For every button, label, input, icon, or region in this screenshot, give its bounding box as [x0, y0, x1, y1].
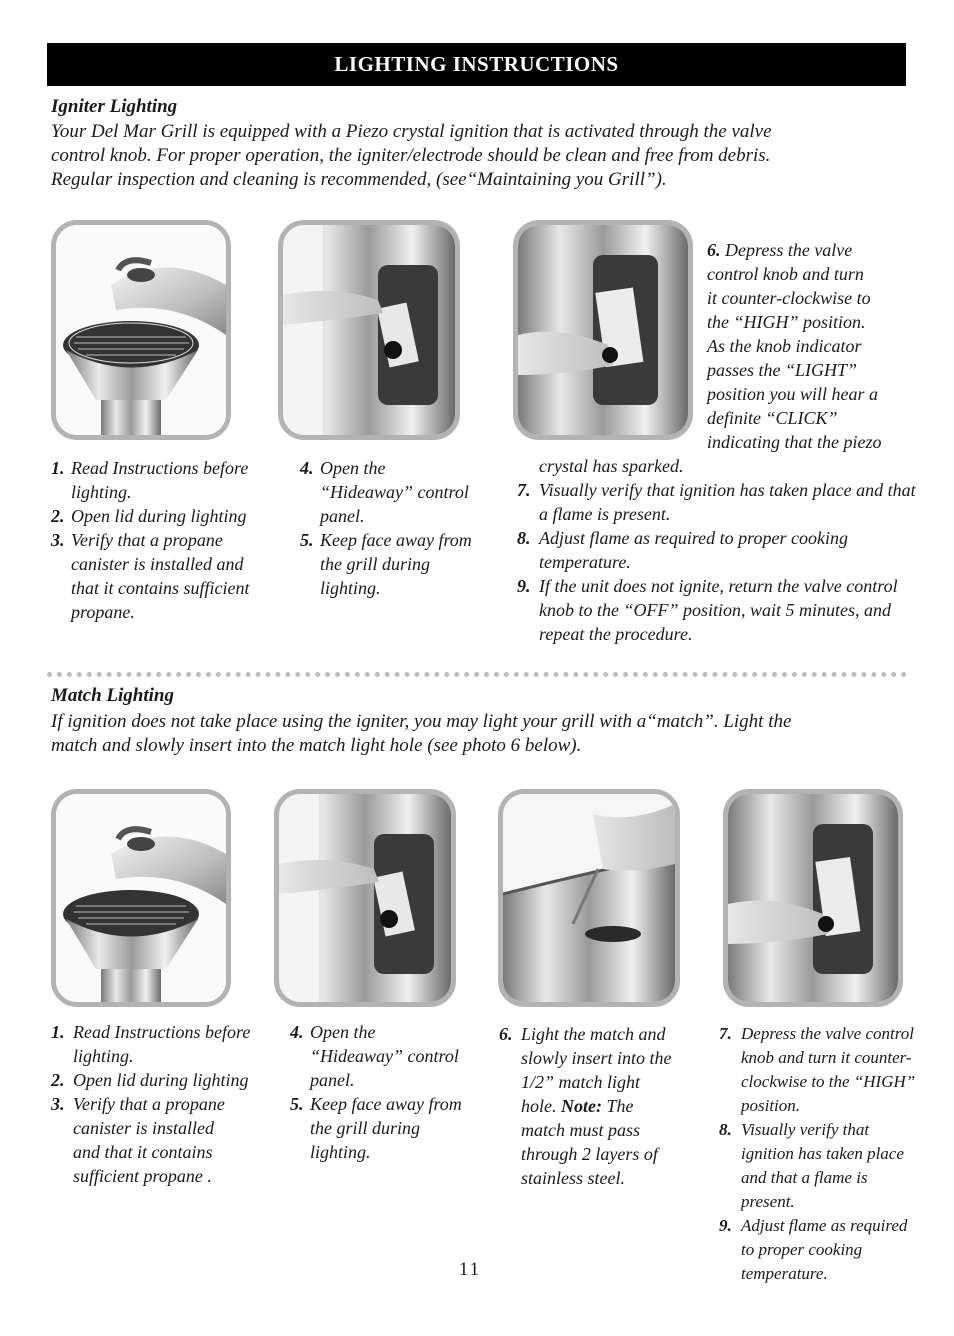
- igniter-intro: [51, 120, 911, 192]
- step-item: 4. Open the “Hideaway” control panel.: [300, 458, 469, 526]
- photo-grill-open-lid-2: [51, 789, 231, 1007]
- igniter-steps-col2: [300, 456, 480, 600]
- note-text: The match must pass through 2 layers of stainless steel.: [521, 1096, 658, 1188]
- match-steps-col3: [499, 1022, 679, 1190]
- step-item: 7. Depress the valve control knob and turn it counter-clockwise to the “HIGH” position.: [719, 1024, 916, 1115]
- igniter-intro-line: Your Del Mar Grill is equipped with a Piezo crystal ignition that is activated through the valve: [51, 121, 772, 142]
- step-line: 6. Depress the valve: [707, 240, 853, 260]
- step-line: As the knob indicator: [707, 336, 862, 356]
- page-title: LIGHTING INSTRUCTIONS: [47, 43, 906, 86]
- match-heading: Match Lighting: [51, 685, 174, 706]
- match-intro-line: match and slowly insert into the match light hole (see photo 6 below).: [51, 735, 582, 756]
- step-line: position you will hear a: [707, 384, 878, 404]
- step-item: 1. Read Instructions before lighting.: [51, 458, 249, 502]
- step-line: crystal has sparked.: [539, 456, 684, 476]
- step-item: 9. Adjust flame as required to proper cooking temperature.: [719, 1216, 908, 1283]
- photo-turn-knob-2: [723, 789, 903, 1007]
- step-item: 7. Visually verify that ignition has taken place and that a flame is present.: [517, 480, 916, 524]
- igniter-step-6-tail: [539, 454, 739, 478]
- igniter-intro-line: control knob. For proper operation, the igniter/electrode should be clean and free from debris.: [51, 145, 771, 166]
- photo-turn-knob: [513, 220, 693, 440]
- photo-hideaway-panel: [278, 220, 460, 440]
- photo-grill-open-lid: [51, 220, 231, 440]
- step-line: indicating that the piezo: [707, 432, 882, 452]
- step-item: 4. Open the “Hideaway” control panel.: [290, 1022, 459, 1090]
- photo-hideaway-panel-2: [274, 789, 456, 1007]
- step-item: 1. Read Instructions before lighting.: [51, 1022, 251, 1066]
- step-item: 8. Visually verify that ignition has taken place and that a flame is present.: [719, 1120, 904, 1211]
- step-item: 5. Keep face away from the grill during lighting.: [300, 530, 472, 598]
- step-item: 9. If the unit does not ignite, return the valve control knob to the “OFF” position, wait 5 minutes, and repeat the procedure.: [517, 576, 898, 644]
- match-steps-col2: [290, 1020, 470, 1164]
- step-line: the “HIGH” position.: [707, 312, 866, 332]
- page-number: 11: [458, 1259, 482, 1280]
- step-item: 5. Keep face away from the grill during lighting.: [290, 1094, 462, 1162]
- step-item: 3. Verify that a propane canister is installed and that it contains sufficient propane .: [51, 1094, 225, 1186]
- igniter-steps-col3: [517, 478, 917, 646]
- step-item: 8. Adjust flame as required to proper cooking temperature.: [517, 528, 848, 572]
- photo-match-light-hole: [498, 789, 680, 1007]
- step-item: 2. Open lid during lighting: [51, 1070, 249, 1090]
- step-item: 6. Light the match and slowly insert into the 1/2” match light hole. Note: The match must pass through 2 layers of stainless steel.: [499, 1024, 672, 1188]
- match-steps-col4: [719, 1022, 919, 1286]
- match-intro-line: If ignition does not take place using the igniter, you may light your grill with a“match”. Light the: [51, 711, 792, 732]
- match-steps-col1: [51, 1020, 261, 1188]
- igniter-step-6: [707, 238, 917, 454]
- igniter-steps-col1: [51, 456, 261, 624]
- step-item: 2. Open lid during lighting: [51, 506, 247, 526]
- step-line: definite “CLICK”: [707, 408, 838, 428]
- igniter-intro-line: Regular inspection and cleaning is recommended, (see“Maintaining you Grill”).: [51, 169, 667, 190]
- step-line: passes the “LIGHT”: [707, 360, 858, 380]
- igniter-heading: Igniter Lighting: [51, 96, 178, 117]
- step-item: 3. Verify that a propane canister is installed and that it contains sufficient propane.: [51, 530, 250, 622]
- match-intro: [51, 710, 911, 758]
- step-line: control knob and turn: [707, 264, 864, 284]
- step-line: it counter-clockwise to: [707, 288, 871, 308]
- section-divider: [47, 672, 907, 677]
- note-label: Note:: [561, 1096, 602, 1116]
